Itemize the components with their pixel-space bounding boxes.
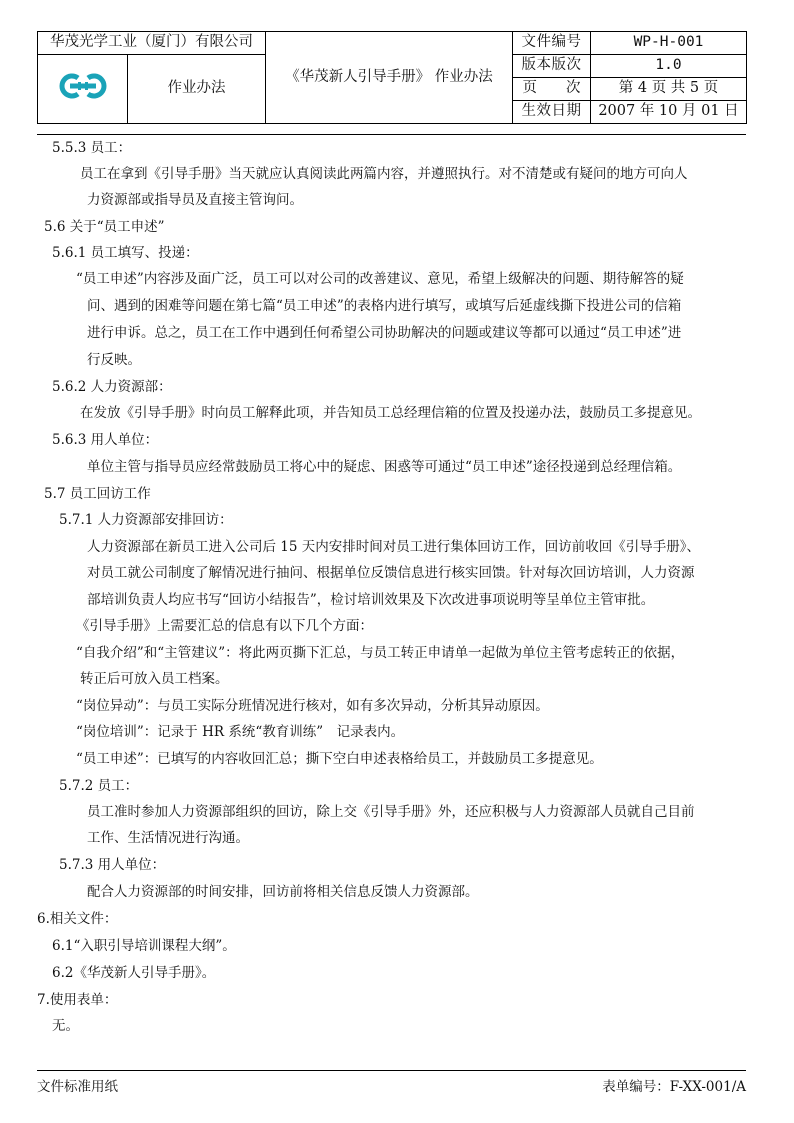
effective-date-value: 2007 年 10 月 01 日 xyxy=(591,101,747,124)
paragraph-line: 在发放《引导手册》时向员工解释此项，并告知员工总经理信箱的位置及投递办法，鼓励员工多提意见。 xyxy=(80,405,701,421)
paragraph-line: 行反映。 xyxy=(87,352,141,368)
company-logo-icon xyxy=(56,71,110,106)
paragraph-line: “岗位异动”：与员工实际分班情况进行核对，如有多次异动，分析其异动原因。 xyxy=(76,698,549,714)
heading-5-5-3: 5.5.3 员工： xyxy=(52,140,132,156)
document-category: 作业办法 xyxy=(128,55,266,124)
document-title: 《华茂新人引导手册》 作业办法 xyxy=(266,32,513,124)
paragraph-line: 员工在拿到《引导手册》当天就应认真阅读此两篇内容，并遵照执行。对不清楚或有疑问的地方可向人 xyxy=(80,166,688,182)
footer-rule xyxy=(37,1070,746,1071)
heading-5-7-2: 5.7.2 员工： xyxy=(59,778,139,794)
paragraph-line: 员工准时参加人力资源部组织的回访，除上交《引导手册》外，还应积极与人力资源部人员就自己目前 xyxy=(87,804,695,820)
paragraph-line: 转正后可放入员工档案。 xyxy=(80,671,229,687)
paragraph-line: “岗位培训”：记录于 HR 系统“教育训练” 记录表内。 xyxy=(76,724,405,740)
heading-7: 7.使用表单： xyxy=(37,992,118,1008)
paragraph-line: “员工申述”：已填写的内容收回汇总；撕下空白申述表格给员工，并鼓励员工多提意见。 xyxy=(76,751,603,767)
page-label: 页 次 xyxy=(513,78,591,101)
page-value: 第 4 页 共 5 页 xyxy=(591,78,747,101)
paragraph-line: 进行申诉。总之，员工在工作中遇到任何希望公司协助解决的问题或建议等都可以通过“员工申述”进 xyxy=(87,325,682,341)
version-label: 版本版次 xyxy=(513,55,591,78)
effective-date-label: 生效日期 xyxy=(513,101,591,124)
paragraph-line: 力资源部或指导员及直接主管询问。 xyxy=(87,192,303,208)
paragraph-line: 配合人力资源部的时间安排，回访前将相关信息反馈人力资源部。 xyxy=(87,884,479,900)
footer-paper-note: 文件标准用纸 xyxy=(37,1079,118,1095)
heading-5-7-3: 5.7.3 用人单位： xyxy=(59,857,166,873)
paragraph-line: 《引导手册》上需要汇总的信息有以下几个方面： xyxy=(76,618,373,634)
paragraph-line: 对员工就公司制度了解情况进行抽问、根据单位反馈信息进行核实回馈。针对每次回访培训，人力资源 xyxy=(87,565,695,581)
footer-form-number: 表单编号：F-XX-001/A xyxy=(602,1079,746,1095)
list-item-6-2: 6.2《华茂新人引导手册》。 xyxy=(52,965,216,981)
heading-5-7-1: 5.7.1 人力资源部安排回访： xyxy=(59,512,233,528)
paragraph-line: “员工申述”内容涉及面广泛，员工可以对公司的改善建议、意见，希望上级解决的问题、期待解答的疑 xyxy=(76,271,684,287)
logo-cell xyxy=(38,55,128,124)
heading-5-6-3: 5.6.3 用人单位： xyxy=(52,432,159,448)
paragraph-line: 问、遇到的困难等问题在第七篇“员工申述”的表格内进行填写，或填写后延虚线撕下投进公司的信箱 xyxy=(87,298,682,314)
company-name: 华茂光学工业（厦门）有限公司 xyxy=(38,32,266,55)
heading-5-7: 5.7 员工回访工作 xyxy=(44,486,151,502)
paragraph-line: “自我介绍”和“主管建议”：将此两页撕下汇总，与员工转正申请单一起做为单位主管考虑转正的依据， xyxy=(76,645,685,661)
doc-number-label: 文件编号 xyxy=(513,32,591,55)
document-header-table xyxy=(37,31,747,124)
paragraph-line: 部培训负责人均应书写“回访小结报告”，检讨培训效果及下次改进事项说明等呈单位主管审批。 xyxy=(87,592,655,608)
list-item-6-1: 6.1“入职引导培训课程大纲”。 xyxy=(52,938,236,954)
version-value: 1.0 xyxy=(591,55,747,78)
heading-5-6: 5.6 关于“员工申述” xyxy=(44,219,165,235)
paragraph-line: 单位主管与指导员应经常鼓励员工将心中的疑虑、困惑等可通过“员工申述”途径投递到总经理信箱。 xyxy=(87,459,682,475)
heading-6: 6.相关文件： xyxy=(37,911,118,927)
paragraph-line: 人力资源部在新员工进入公司后 15 天内安排时间对员工进行集体回访工作，回访前收回《引导手册》、 xyxy=(87,539,701,555)
paragraph-line: 工作、生活情况进行沟通。 xyxy=(87,830,249,846)
forms-none: 无。 xyxy=(52,1018,79,1034)
doc-number-value: WP-H-001 xyxy=(591,32,747,55)
heading-5-6-2: 5.6.2 人力资源部： xyxy=(52,379,172,395)
heading-5-6-1: 5.6.1 员工填写、投递： xyxy=(52,245,199,261)
header-rule xyxy=(37,134,746,135)
